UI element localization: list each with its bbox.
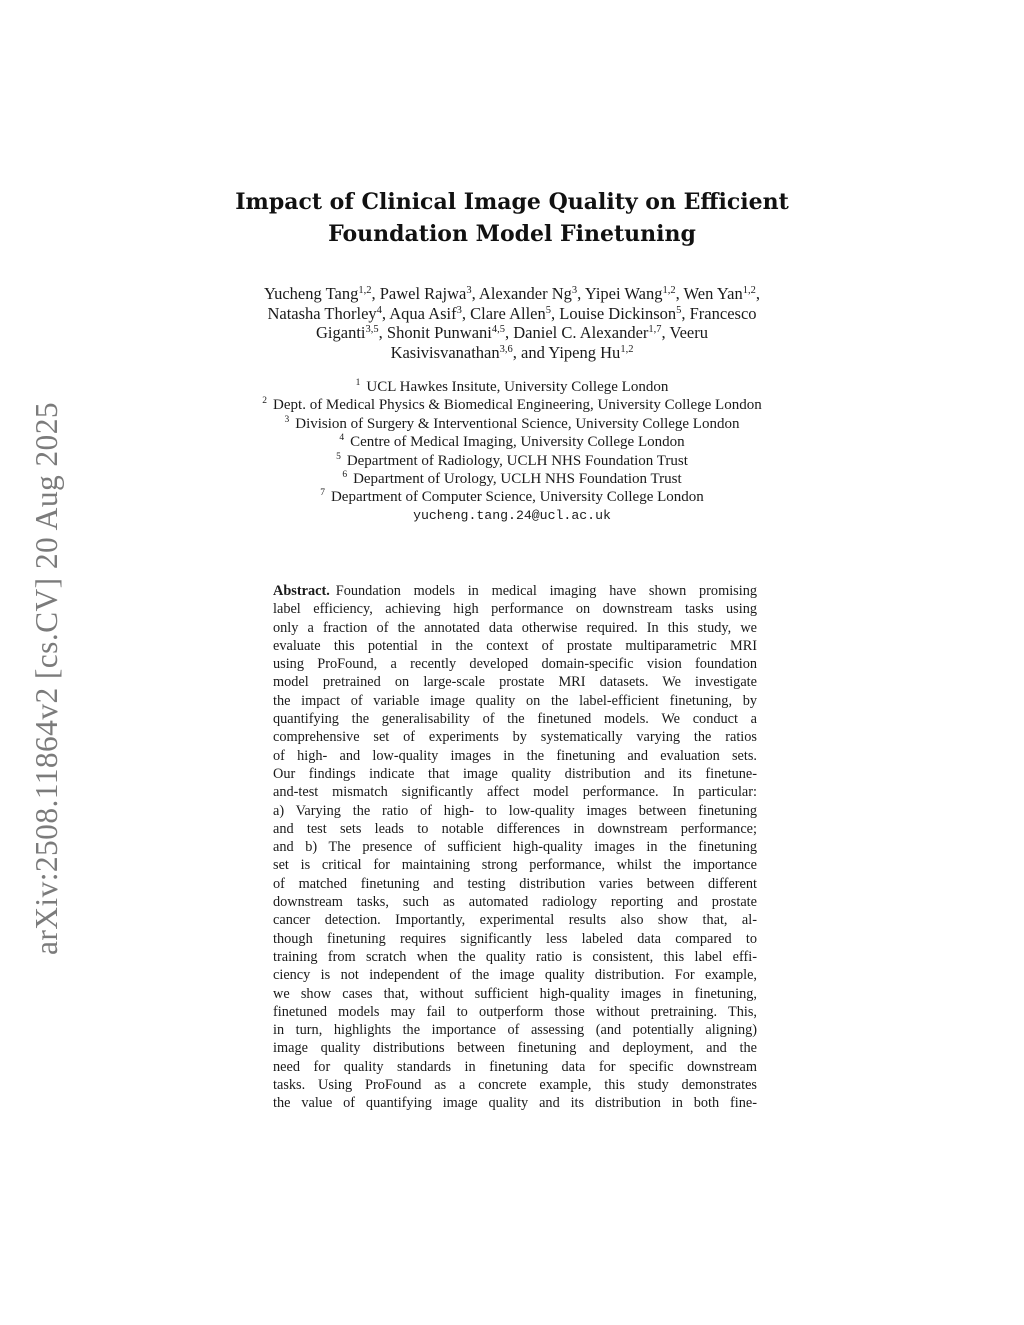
affiliation-text: Department of Urology, UCLH NHS Foundation Trust <box>353 471 682 488</box>
affiliation-number: 5 <box>336 451 341 462</box>
abstract-line: set is critical for maintaining strong performance, whilst the importance <box>273 857 757 874</box>
abstract-line: of matched finetuning and testing distribution varies between different <box>273 875 757 892</box>
abstract-line: cancer detection. Importantly, experimental results also show that, al- <box>273 912 757 929</box>
author-line-3: Giganti$^{3,5}$, Shonit Punwani$^{4,5}$, Daniel C. Alexander$^{1,7}$, Veeru <box>316 323 708 342</box>
abstract-line: training from scratch when the quality ratio is consistent, this label effi- <box>273 948 757 965</box>
abstract-line: the impact of variable image quality on the label-efficient finetuning, by <box>273 692 757 709</box>
author-line-1: Yucheng Tang$^{1,2}$, Pawel Rajwa$^3$, Alexander Ng$^3$, Yipei Wang$^{1,2}$, Wen Yan$^{1,2}$, <box>264 284 760 303</box>
author-name: Clare Allen <box>470 303 546 323</box>
affiliation-number: 6 <box>342 470 348 481</box>
abstract-line: ciency is not independent of the image quality distribution. For example, <box>273 967 757 984</box>
abstract-line: comprehensive set of experiments by systematically varying the ratios <box>273 729 757 746</box>
author-name: Veeru <box>669 323 708 342</box>
abstract-line: the value of quantifying image quality and its distribution in both fine- <box>273 1095 757 1112</box>
author-name: Francesco <box>689 303 757 323</box>
author-list <box>212 284 812 362</box>
author-conjunction: and <box>521 342 545 362</box>
abstract-line: Abstract. Foundation models in medical imaging have shown promising <box>273 583 757 599</box>
affiliation-text: UCL Hawkes Insitute, University College London <box>366 379 669 395</box>
paper-title <box>212 186 812 250</box>
author-name: Alexander Ng <box>478 284 572 303</box>
author-affil-sup: 4 <box>376 304 382 316</box>
title-line-1: Impact of Clinical Image Quality on Efficient <box>235 189 789 215</box>
author-name: Daniel C. Alexander <box>513 323 649 342</box>
author-line-4: Kasivisvanathan$^{3,6}$, and Yipeng Hu$^{1,2}$ <box>390 342 634 362</box>
abstract-label: Abstract. <box>273 583 330 599</box>
author-name: Louise Dickinson <box>559 303 677 323</box>
author-name: Yucheng Tang <box>264 284 359 303</box>
abstract-line: label efficiency, achieving high performance on downstream tasks using <box>273 601 757 618</box>
author-affil-sup: 1,2 <box>358 285 372 296</box>
affiliation-item <box>212 452 812 470</box>
abstract-line: and test sets leads to notable differences in downstream performance; <box>273 820 757 837</box>
affiliation-number: 4 <box>339 433 345 444</box>
author-affil-sup: 3 <box>456 304 462 316</box>
author-affil-sup: 5 <box>545 304 551 316</box>
affiliation-text: Dept. of Medical Physics & Biomedical Engineering, University College London <box>273 397 762 414</box>
author-name: Kasivisvanathan <box>390 342 500 362</box>
author-name: Giganti <box>316 323 366 342</box>
affiliation-text: Department of Radiology, UCLH NHS Foundation Trust <box>346 452 688 469</box>
abstract-line: Our findings indicate that image quality distribution and its finetune- <box>273 765 757 782</box>
author-name: Natasha Thorley <box>267 303 377 323</box>
author-affil-sup: 3,6 <box>499 343 513 355</box>
abstract-line: though finetuning requires significantly less labeled data compared to <box>273 930 757 947</box>
title-line-2: Foundation Model Finetuning <box>328 221 696 247</box>
affiliation-text: Centre of Medical Imaging, University College London <box>350 434 685 451</box>
abstract-line: of high- and low-quality images in the finetuning and evaluation sets. <box>273 747 757 764</box>
abstract-line: only a fraction of the annotated data otherwise required. In this study, we <box>273 619 757 636</box>
author-name: Aqua Asif <box>389 303 457 323</box>
abstract-line: finetuned models may fail to outperform those without pretraining. This, <box>273 1003 757 1020</box>
author-affil-sup: 1,2 <box>662 285 676 296</box>
affiliation-number: 7 <box>320 488 325 499</box>
abstract-line: downstream tasks, such as automated radiology reporting and prostate <box>273 894 757 911</box>
author-affil-sup: 3 <box>571 285 578 296</box>
affiliation-text: Department of Computer Science, University College London <box>330 489 704 506</box>
author-affil-sup: 4,5 <box>491 324 505 335</box>
arxiv-identifier-stamp: arXiv:2508.11864v2 [cs.CV] 20 Aug 2025 <box>29 402 64 955</box>
affiliation-item <box>212 415 812 433</box>
affiliation-number: 1 <box>355 378 361 388</box>
abstract-line: image quality distributions between finetuning and deployment, and the <box>273 1040 757 1057</box>
abstract-line: in turn, highlights the importance of assessing (and potentially aligning) <box>273 1022 757 1039</box>
affiliation-item <box>212 433 812 451</box>
affiliation-item <box>212 470 812 488</box>
author-affil-sup: 1,2 <box>620 343 634 355</box>
author-affil-sup: 1,2 <box>742 285 756 296</box>
abstract <box>273 582 757 1113</box>
abstract-line: we show cases that, without sufficient high-quality images in finetuning, <box>273 985 757 1002</box>
author-affil-sup: 1,7 <box>648 324 662 335</box>
abstract-line: a) Varying the ratio of high- to low-quality images between finetuning <box>273 802 757 819</box>
abstract-line: and b) The presence of sufficient high-quality images in the finetuning <box>273 839 757 856</box>
abstract-line: model pretrained on large-scale prostate MRI datasets. We investigate <box>273 674 757 691</box>
author-affil-sup: 3 <box>466 285 472 296</box>
author-name: Yipeng Hu <box>548 342 621 362</box>
author-affil-sup: 3,5 <box>365 324 379 335</box>
abstract-line: and-test mismatch significantly affect model performance. In particular: <box>273 784 757 801</box>
author-affil-sup: 5 <box>676 304 682 316</box>
author-line-2: Natasha Thorley$^4$, Aqua Asif$^3$, Clare Allen$^5$, Louise Dickinson$^5$, Francesco <box>267 303 757 323</box>
author-name: Shonit Punwani <box>386 323 492 342</box>
affiliation-item <box>212 378 812 396</box>
affiliation-item <box>212 396 812 414</box>
abstract-line: quantifying the generalisability of the finetuned models. We conduct a <box>273 711 757 728</box>
abstract-line: need for quality standards in finetuning data for specific downstream <box>273 1058 757 1075</box>
affiliation-number: 3 <box>284 414 290 425</box>
author-name: Yipei Wang <box>584 284 663 303</box>
contact-email[interactable]: yucheng.tang.24@ucl.ac.uk <box>413 507 611 523</box>
affiliation-number: 2 <box>262 396 268 407</box>
affiliation-item <box>212 488 812 506</box>
author-name: Wen Yan <box>683 284 743 303</box>
abstract-line: using ProFound, a recently developed domain-specific vision foundation <box>273 656 757 673</box>
abstract-line: evaluate this potential in the context of prostate multiparametric MRI <box>273 637 757 654</box>
abstract-line: tasks. Using ProFound as a concrete example, this study demonstrates <box>273 1077 757 1094</box>
affiliation-text: Division of Surgery & Interventional Science, University College London <box>295 415 740 432</box>
author-name: Pawel Rajwa <box>379 284 467 303</box>
affiliation-list <box>212 378 812 525</box>
